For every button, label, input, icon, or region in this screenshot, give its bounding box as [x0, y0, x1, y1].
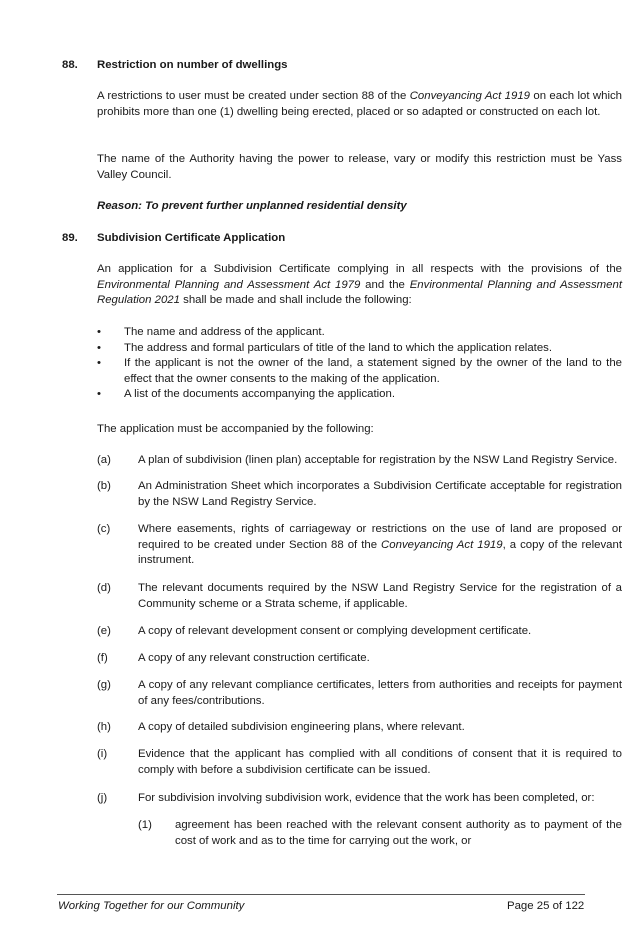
text-run: Where easements, rights of carriageway or restrictions on the use of land are proposed or required to be created under Section 88 of the — [138, 523, 622, 551]
item-text: An Administration Sheet which incorporates a Subdivision Certificate acceptable for registration by the NSW Land Registry Service. — [138, 480, 622, 508]
list-item-text: The name and address of the applicant. — [124, 326, 325, 338]
act-name: Environmental Planning and Assessment Act 1979 — [97, 278, 361, 291]
item-text: A plan of subdivision (linen plan) acceptable for registration by the NSW Land Registry Service. — [138, 454, 618, 466]
item-h — [97, 720, 622, 736]
list-item-text: The address and formal particulars of title of the land to which the application relates. — [124, 341, 553, 354]
regulation-name: Environmental Planning and Assessment Regulation 2021 — [97, 278, 622, 306]
item-text — [138, 522, 622, 569]
section-88-paragraph-1 — [97, 89, 622, 120]
subitem-text: agreement has been reached with the relevant consent authority as to payment of the cost of work and as to the time for carrying out the work, or — [175, 819, 622, 847]
item-j — [97, 791, 622, 807]
item-label: (c) — [97, 523, 111, 535]
act-name: Conveyancing Act 1919 — [381, 538, 503, 551]
section-88-paragraph-2: The name of the Authority having the power to release, vary or modify this restriction must be Yass Valley Council. — [97, 153, 622, 181]
act-name: Conveyancing Act 1919 — [409, 90, 531, 102]
item-c — [97, 522, 622, 569]
section-89-number: 89. — [62, 232, 78, 244]
list-item-text: If the applicant is not the owner of the land, a statement signed by the owner of the land to the effect that the owner consents to the making of the application. — [124, 357, 622, 385]
list-item — [97, 325, 622, 341]
item-text: Evidence that the applicant has complied with all conditions of consent that it is required to comply with before a subdivision certificate can be issued. — [138, 748, 622, 776]
item-text: A copy of any relevant construction certificate. — [138, 652, 370, 664]
item-label: (g) — [97, 679, 111, 691]
item-a — [97, 453, 622, 469]
list-item — [97, 356, 622, 387]
item-label: (h) — [97, 721, 111, 733]
bullet-icon: • — [97, 388, 101, 400]
item-label: (j) — [97, 792, 108, 804]
item-g — [97, 678, 622, 709]
list-item — [97, 341, 622, 357]
text-run: shall be made and shall include the following: — [179, 294, 412, 306]
text-run: , a copy of the relevant instrument. — [138, 538, 623, 566]
page-number: Page 25 of 122 — [507, 900, 585, 912]
section-89-intro — [97, 262, 622, 309]
item-i — [97, 747, 622, 778]
requirements-bullet-list — [97, 325, 622, 403]
item-d — [97, 581, 622, 612]
text-run: A restrictions to user must be created under section 88 of the — [97, 90, 410, 102]
bullet-icon: • — [97, 341, 101, 354]
item-b — [97, 479, 622, 510]
text-run: and the — [360, 278, 410, 291]
section-89-title: Subdivision Certificate Application — [97, 232, 286, 244]
list-item-text: A list of the documents accompanying the application. — [124, 388, 396, 400]
item-text: A copy of relevant development consent or complying development certificate. — [138, 625, 532, 637]
accompanied-heading: The application must be accompanied by the following: — [97, 423, 374, 435]
item-label: (e) — [97, 625, 111, 637]
list-item — [97, 387, 622, 403]
item-text: For subdivision involving subdivision work, evidence that the work has been completed, or: — [138, 792, 595, 804]
text-run: An application for a Subdivision Certificate complying in all respects with the provisions of the — [97, 263, 622, 275]
subitem-label: (1) — [138, 819, 152, 831]
footer-divider — [57, 894, 585, 895]
item-e — [97, 624, 622, 640]
item-label: (a) — [97, 454, 111, 466]
item-text: The relevant documents required by the NSW Land Registry Service for the registration of a Community scheme or a Strata scheme, if applicable. — [138, 582, 622, 610]
section-88-title: Restriction on number of dwellings — [97, 59, 288, 71]
item-text: A copy of any relevant compliance certificates, letters from authorities and receipts for payment of any fees/contributions. — [138, 679, 622, 707]
section-88-reason: Reason: To prevent further unplanned residential density — [97, 200, 407, 212]
item-label: (b) — [97, 480, 111, 492]
text-run: on each lot which prohibits more than one (1) dwelling being erected, placed or so adapted or constructed on each lot. — [97, 90, 623, 118]
item-label: (d) — [97, 582, 111, 594]
subitem-1 — [138, 818, 622, 849]
item-label: (i) — [97, 748, 108, 760]
bullet-icon: • — [97, 326, 101, 338]
item-text: A copy of detailed subdivision engineering plans, where relevant. — [138, 721, 465, 733]
item-f — [97, 651, 622, 667]
section-88-number: 88. — [62, 59, 78, 71]
footer-slogan: Working Together for our Community — [58, 900, 245, 912]
item-label: (f) — [97, 652, 108, 664]
bullet-icon: • — [97, 357, 101, 369]
